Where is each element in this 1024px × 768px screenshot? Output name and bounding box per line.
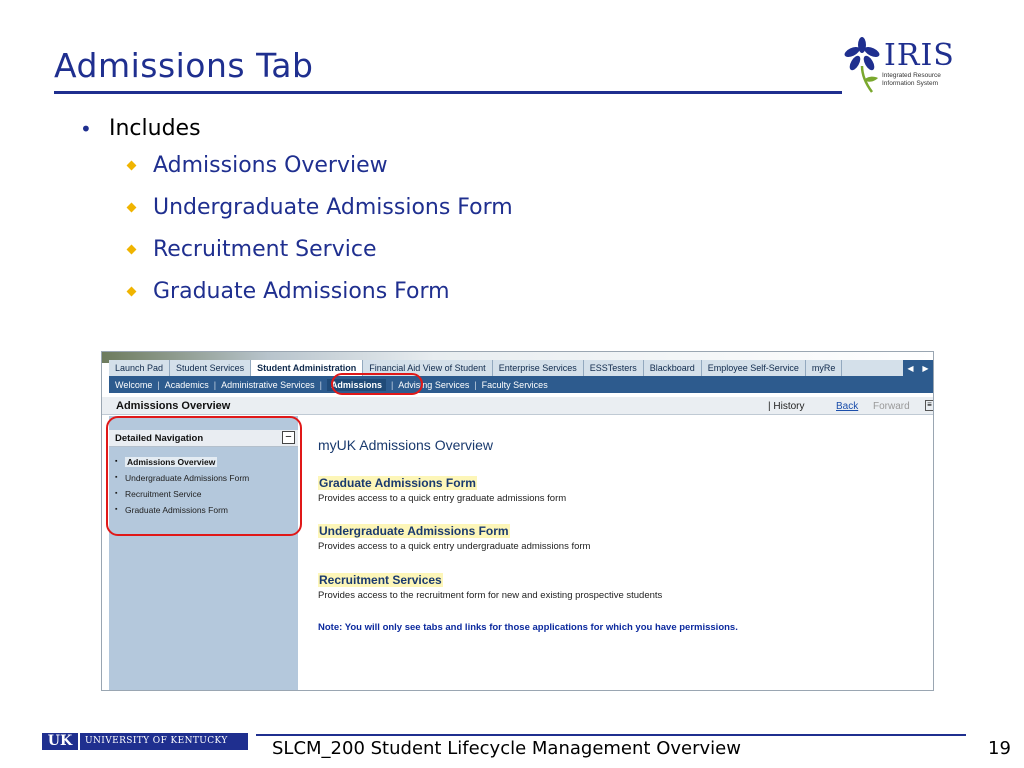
forward-link[interactable]: Forward	[873, 401, 910, 412]
sub-bullet-text: Recruitment Service	[153, 237, 377, 262]
scroll-left-icon[interactable]: ◀	[907, 363, 914, 373]
portal-subnav	[109, 376, 933, 393]
bullet-dot-icon: •	[80, 117, 92, 141]
diamond-bullet-icon	[127, 161, 137, 171]
history-button[interactable]: | History	[768, 401, 805, 412]
slide-title: Admissions Tab	[54, 46, 314, 85]
subnav-separator: |	[474, 379, 477, 390]
subnav-separator: |	[390, 379, 394, 390]
portal-page-title: Admissions Overview	[116, 400, 231, 412]
tab-financial-aid[interactable]: Financial Aid View of Student	[363, 360, 492, 376]
footer-rule	[256, 734, 966, 736]
sub-bullet-text: Graduate Admissions Form	[153, 279, 450, 304]
logo-subtitle-1: Integrated Resource	[882, 72, 941, 79]
sub-bullet	[76, 151, 513, 193]
logo-subtitle-2: Information System	[882, 80, 938, 87]
section-recruitment	[318, 571, 662, 601]
subnav-separator: |	[319, 379, 322, 390]
diamond-bullet-icon	[127, 287, 137, 297]
nav-item-label: Recruitment Service	[125, 489, 202, 499]
tab-student-administration[interactable]: Student Administration	[251, 360, 363, 376]
tab-employee-self-service[interactable]: Employee Self-Service	[702, 360, 806, 376]
back-link[interactable]: Back	[836, 401, 859, 412]
highlight-circle-admissions	[331, 373, 423, 395]
permissions-note: Note: You will only see tabs and links for those applications for which you have permissions.	[318, 622, 738, 633]
subnav-welcome[interactable]: Welcome	[115, 379, 153, 390]
tab-scroll-arrows	[903, 360, 933, 376]
sub-bullet-text: Undergraduate Admissions Form	[153, 195, 513, 220]
collapse-icon[interactable]: −	[282, 431, 295, 444]
subnav-academics[interactable]: Academics	[164, 379, 209, 390]
logo-word: IRIS	[884, 38, 955, 73]
portal-screenshot	[101, 351, 934, 691]
iris-flower-icon	[842, 36, 882, 94]
portal-tab-bar	[109, 360, 933, 376]
footer-course-title: SLCM_200 Student Lifecycle Management Overview	[272, 738, 741, 759]
subnav-admissions[interactable]: Admissions	[327, 379, 386, 391]
content-title: myUK Admissions Overview	[318, 437, 494, 453]
nav-item-label: Graduate Admissions Form	[125, 505, 228, 515]
detailed-navigation-label: Detailed Navigation	[115, 433, 204, 444]
page-header-bar	[102, 397, 933, 415]
sub-bullet	[76, 235, 513, 277]
scroll-right-icon[interactable]: ▶	[922, 363, 929, 373]
bullet-text: Includes	[109, 116, 201, 141]
section-heading-graduate[interactable]: Graduate Admissions Form	[319, 476, 476, 490]
iris-logo	[842, 36, 958, 94]
section-desc-undergraduate: Provides access to a quick entry undergraduate admissions form	[318, 541, 591, 552]
tab-myre[interactable]: myRe	[806, 360, 843, 376]
subnav-separator: |	[213, 379, 217, 390]
section-heading-recruitment[interactable]: Recruitment Services	[319, 573, 442, 587]
tab-esstesters[interactable]: ESSTesters	[584, 360, 644, 376]
subnav-administrative-services[interactable]: Administrative Services	[221, 379, 315, 390]
bullet-includes	[76, 113, 513, 151]
section-undergraduate	[318, 522, 590, 552]
section-graduate	[318, 474, 566, 504]
page-menu-icon[interactable]: ≡	[925, 400, 934, 411]
page-number: 19	[988, 738, 1011, 759]
highlight-circle-navigation	[106, 416, 302, 536]
uk-mark: UK	[42, 733, 78, 750]
section-desc-recruitment: Provides access to the recruitment form for new and existing prospective students	[318, 590, 663, 601]
uk-logo	[42, 733, 248, 750]
diamond-bullet-icon	[127, 245, 137, 255]
tab-launch-pad[interactable]: Launch Pad	[109, 360, 170, 376]
title-rule	[54, 91, 842, 94]
subnav-advising-services[interactable]: Advising Services	[398, 379, 470, 390]
bullet-list	[76, 113, 513, 319]
sub-bullet-text: Admissions Overview	[153, 153, 388, 178]
sub-bullet	[76, 277, 513, 319]
subnav-separator: |	[157, 379, 160, 390]
university-name: UNIVERSITY OF KENTUCKY	[80, 733, 248, 750]
tab-student-services[interactable]: Student Services	[170, 360, 251, 376]
nav-item-label: Undergraduate Admissions Form	[125, 473, 250, 483]
section-desc-graduate: Provides access to a quick entry graduate admissions form	[318, 493, 567, 504]
subnav-faculty-services[interactable]: Faculty Services	[481, 379, 548, 390]
tab-blackboard[interactable]: Blackboard	[644, 360, 702, 376]
sub-bullet	[76, 193, 513, 235]
nav-item-label: Admissions Overview	[127, 457, 216, 467]
section-heading-undergraduate[interactable]: Undergraduate Admissions Form	[319, 524, 509, 538]
tab-enterprise-services[interactable]: Enterprise Services	[493, 360, 584, 376]
diamond-bullet-icon	[127, 203, 137, 213]
